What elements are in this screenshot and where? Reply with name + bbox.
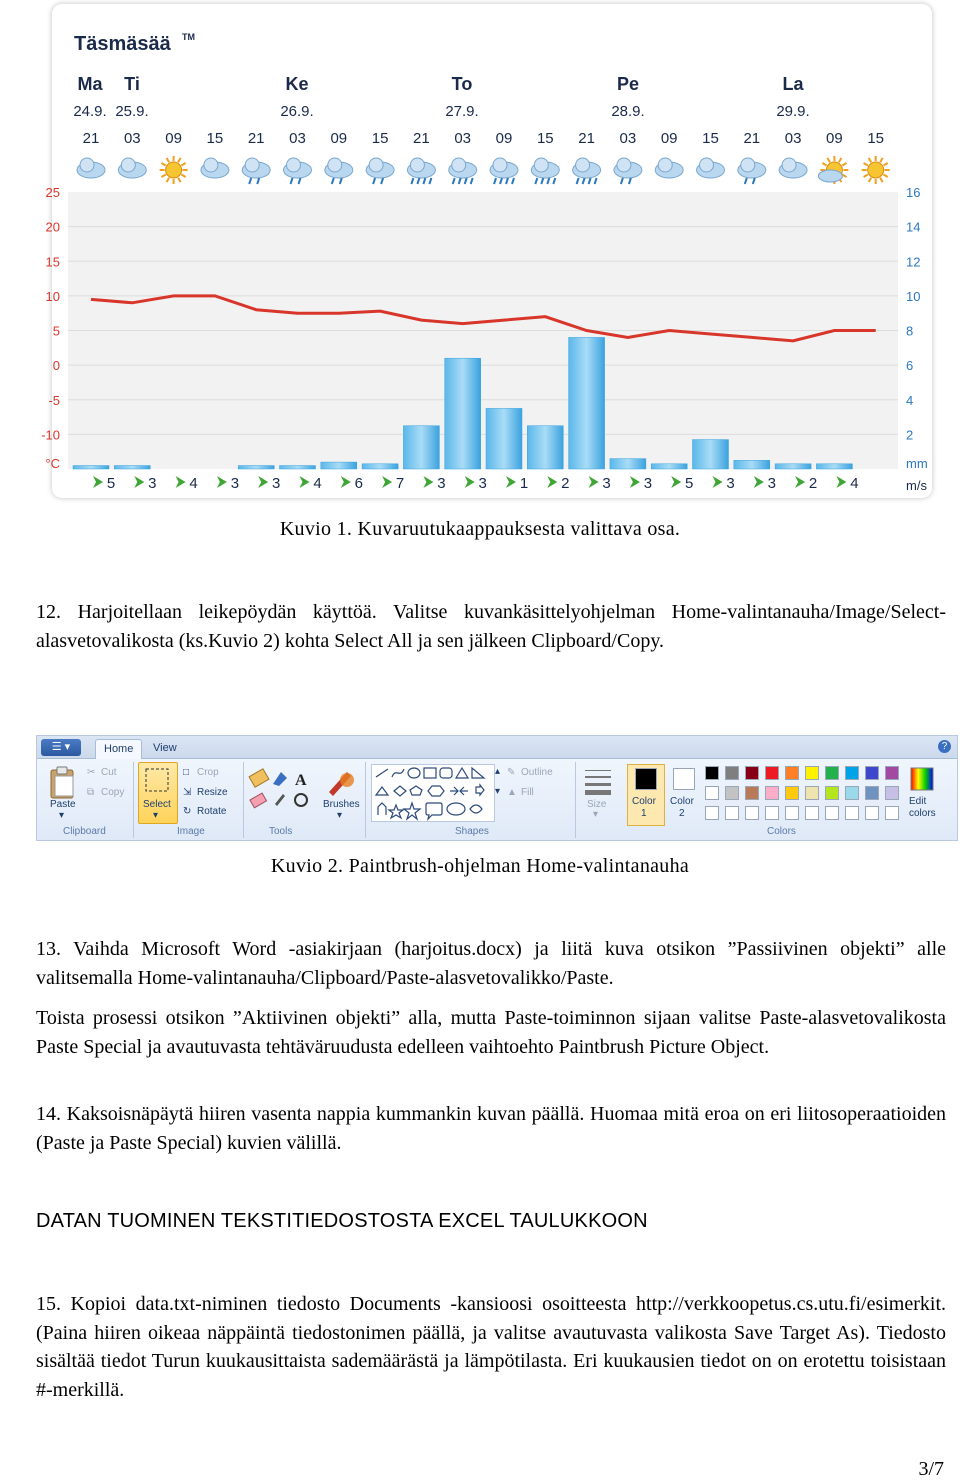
rain-icon [325, 158, 353, 184]
palette-custom-swatch[interactable] [745, 806, 759, 820]
tab-view[interactable]: View [153, 742, 177, 754]
sunny-icon [160, 156, 188, 184]
right-axis-tick: 16 [906, 185, 921, 200]
cloudy-icon [697, 158, 725, 178]
hour-label: 03 [289, 130, 306, 147]
heavy-rain-icon [449, 158, 477, 184]
hour-label: 21 [578, 130, 595, 147]
day-name: La [782, 74, 804, 94]
wind-arrow-icon [258, 476, 268, 488]
wind-arrow-icon [423, 476, 433, 488]
group-label-clipboard: Clipboard [63, 826, 106, 837]
partly-sunny-icon [818, 156, 848, 184]
wind-speed: 2 [561, 475, 570, 492]
precipitation-bar [403, 426, 439, 469]
palette-color-swatch[interactable] [825, 786, 839, 800]
precipitation-bar [527, 426, 563, 469]
hour-label: 21 [82, 130, 100, 147]
exercise-14: 14. Kaksoisnäpäytä hiiren vasenta nappia kummankin kuvan päällä. Huomaa mitä eroa on eri liitosoperaatioiden (Paste ja Paste Special) kuvien välillä. [36, 1103, 946, 1154]
group-label-tools: Tools [269, 826, 293, 837]
day-name: Ke [285, 74, 309, 94]
weather-widget [41, 4, 932, 498]
precipitation-bar [651, 464, 687, 469]
right-axis-unit: mm [906, 456, 928, 471]
heavy-rain-icon [573, 158, 601, 184]
wind-speed: 3 [148, 475, 157, 492]
hour-label: 15 [867, 130, 885, 147]
day-date: 28.9. [611, 103, 645, 120]
wind-arrow-icon [134, 476, 144, 488]
fill-button[interactable]: Fill [521, 787, 534, 798]
left-axis-tick: 10 [45, 288, 60, 304]
help-icon[interactable]: ? [938, 740, 951, 753]
cloudy-icon [118, 158, 146, 178]
hour-label: 03 [454, 130, 472, 147]
wind-speed: 7 [395, 475, 405, 492]
hour-label: 15 [536, 130, 554, 147]
cloudy-icon [201, 158, 229, 178]
wind-arrow-icon [547, 476, 557, 488]
exercise-15: 15. Kopioi data.txt-niminen tiedosto Documents -kansioosi osoitteesta http://verkkoopetus.cs.utu.fi/esimerkit. (Paina hiiren oikeaa näppäintä tiedostonimen päällä, ja valitse avautuvasta valikosta Save Target As). Tiedosto sisältää tiedot Turun kuukausittaista sademäärästä ja lämpötilasta. Eri kuukausien tiedot on on erotettu toisistaan #-merkillä. [36, 1293, 946, 1401]
palette-color-swatch[interactable] [725, 786, 739, 800]
palette-color-swatch[interactable] [745, 786, 759, 800]
hour-label: 09 [330, 130, 348, 147]
hour-label: 03 [619, 130, 637, 147]
right-axis-tick: 6 [906, 358, 914, 374]
palette-color-swatch[interactable] [865, 766, 879, 780]
wind-arrow-icon [176, 476, 186, 488]
hour-label: 09 [495, 130, 513, 147]
copy-button[interactable]: Copy [101, 787, 125, 798]
cut-button[interactable]: Cut [101, 767, 117, 778]
paste-button[interactable]: Paste [50, 799, 76, 810]
day-date: 27.9. [445, 103, 479, 120]
wind-arrow-icon [589, 476, 599, 488]
color2-swatch[interactable] [673, 768, 695, 790]
color1-number: 1 [641, 808, 647, 819]
section-heading: DATAN TUOMINEN TEKSTITIEDOSTOSTA EXCEL TAULUKKOON [36, 1210, 648, 1232]
paste-icon[interactable] [49, 766, 77, 800]
edit-colors-icon[interactable] [909, 766, 935, 792]
day-date: 29.9. [776, 103, 810, 120]
resize-button[interactable]: Resize [197, 787, 228, 798]
exercise-12: 12. Harjoitellaan leikepöydän käyttöä. Valitse kuvankäsittelyohjelman Home-valintanauha/Image/Select-alasvetovalikosta (ks.Kuvio 2) kohta Select All ja sen jälkeen Clipboard/Copy. [36, 601, 946, 652]
wind-arrow-icon [836, 476, 846, 488]
rain-icon [284, 158, 312, 184]
palette-color-swatch[interactable] [805, 786, 819, 800]
cloudy-icon [655, 158, 683, 178]
palette-color-swatch[interactable] [725, 766, 739, 780]
right-axis-tick: 10 [906, 288, 921, 304]
sunny-icon [862, 156, 890, 184]
palette-custom-swatch[interactable] [805, 806, 819, 820]
color1-label: Color [632, 796, 656, 807]
precipitation-bar [816, 464, 852, 469]
wind-arrow-icon [382, 476, 392, 488]
select-dropdown-icon[interactable]: ▾ [153, 810, 159, 821]
color2-number: 2 [679, 808, 685, 819]
palette-color-swatch[interactable] [885, 766, 899, 780]
left-axis-tick: 0 [52, 358, 60, 374]
palette-custom-swatch[interactable] [825, 806, 839, 820]
palette-custom-swatch[interactable] [845, 806, 859, 820]
brushes-dropdown-icon[interactable]: ▾ [337, 810, 343, 821]
precipitation-bar [610, 459, 646, 469]
precipitation-bar [73, 466, 109, 469]
heavy-rain-icon [407, 158, 435, 184]
palette-custom-swatch[interactable] [865, 806, 879, 820]
exercise-13-continued: Toista prosessi otsikon ”Aktiivinen objekti” alla, mutta Paste-toiminnon sijaan valitse Paste-alasvetovalikosta Paste Special ja avautuvasta tehtäväruudusta edelleen vaihtoehto Paintbrush Picture Object. [36, 1007, 946, 1058]
right-axis-tick: 14 [906, 219, 921, 235]
precipitation-bar [486, 408, 522, 469]
wind-speed: 5 [685, 475, 694, 492]
brushes-button[interactable]: Brushes [323, 799, 360, 810]
left-axis-tick: -10 [41, 427, 60, 443]
crop-button[interactable]: Crop [197, 767, 219, 778]
palette-custom-swatch[interactable] [765, 806, 779, 820]
day-name: To [451, 74, 473, 94]
size-icon[interactable] [583, 768, 613, 796]
copy-icon: ⧉ [87, 787, 95, 798]
shapes-scroll-down-icon[interactable]: ▾ [495, 786, 501, 797]
palette-color-swatch[interactable] [845, 786, 859, 800]
precipitation-bar [775, 464, 811, 469]
select-icon [143, 766, 171, 794]
ribbon-tab-bar [37, 736, 957, 759]
palette-color-swatch[interactable] [785, 786, 799, 800]
color1-swatch [635, 768, 657, 790]
rotate-button[interactable]: Rotate [197, 806, 227, 817]
heavy-rain-icon [531, 158, 559, 184]
wind-arrow-icon [465, 476, 475, 488]
right-axis-tick: 4 [906, 392, 914, 408]
precipitation-bar [693, 440, 729, 469]
wind-arrow-icon [300, 476, 310, 488]
precipitation-bar [321, 462, 357, 469]
app-menu-button[interactable]: ☰ ▾ [41, 739, 81, 756]
figure-caption-2: Kuvio 2. Paintbrush-ohjelman Home-valintanauha [270, 855, 690, 877]
brand-logo: Täsmäsää [74, 33, 171, 55]
wind-arrow-icon [630, 476, 640, 488]
wind-speed: 4 [189, 475, 198, 492]
group-label-image: Image [177, 826, 205, 837]
palette-color-swatch[interactable] [825, 766, 839, 780]
ribbon-separator [365, 762, 366, 838]
day-name: Ma [77, 74, 103, 94]
right-axis-tick: 8 [906, 323, 914, 339]
palette-color-swatch[interactable] [765, 766, 779, 780]
figure-caption-1: Kuvio 1. Kuvaruutukaappauksesta valittava osa. [279, 518, 681, 540]
size-dropdown-icon[interactable]: ▾ [593, 809, 599, 820]
wind-arrow-icon [671, 476, 681, 488]
wind-unit: m/s [906, 478, 927, 493]
hour-label: 09 [826, 130, 843, 147]
wind-arrow-icon [795, 476, 805, 488]
wind-speed: 2 [808, 475, 818, 492]
ribbon-separator [133, 762, 134, 838]
wind-arrow-icon [754, 476, 764, 488]
left-axis-tick: 15 [45, 254, 60, 270]
palette-color-swatch[interactable] [885, 786, 899, 800]
wind-speed: 4 [313, 475, 322, 492]
crop-icon: □ [183, 767, 190, 778]
resize-icon: ⇲ [183, 787, 192, 798]
rain-icon [242, 158, 270, 184]
select-button[interactable]: Select [143, 799, 171, 810]
heavy-rain-icon [490, 158, 518, 184]
edit-colors-button[interactable]: Edit colors [909, 796, 936, 819]
hour-label: 03 [123, 130, 141, 147]
precipitation-bar [280, 466, 316, 469]
precipitation-bar [238, 466, 274, 469]
fill-icon: ▲ [507, 787, 517, 798]
wind-speed: 3 [230, 475, 240, 492]
palette-custom-swatch[interactable] [725, 806, 739, 820]
wind-speed: 1 [519, 475, 529, 492]
wind-arrow-icon [713, 476, 723, 488]
rotate-icon: ↻ [183, 806, 192, 817]
group-label-colors: Colors [767, 826, 796, 837]
hour-label: 21 [247, 130, 265, 147]
wind-speed: 3 [478, 475, 487, 492]
hour-label: 09 [165, 130, 182, 147]
weather-chart [41, 4, 932, 498]
wind-speed: 3 [643, 475, 653, 492]
brushes-icon[interactable] [325, 766, 355, 798]
left-axis-tick: 5 [52, 323, 60, 339]
shapes-gallery[interactable] [371, 764, 495, 822]
palette-custom-swatch[interactable] [785, 806, 799, 820]
rain-icon [366, 158, 394, 184]
hour-label: 21 [413, 130, 430, 147]
precipitation-bar [734, 460, 770, 469]
wind-speed: 5 [106, 475, 116, 492]
exercise-13: 13. Vaihda Microsoft Word -asiakirjaan (harjoitus.docx) ja liitä kuva otsikon ”Passiivinen objekti” alle valitsemalla Home-valintanauha/Clipboard/Paste-alasvetovalikko/Paste. [36, 938, 946, 989]
wind-arrow-icon [93, 476, 103, 488]
wind-arrow-icon [341, 476, 351, 488]
palette-color-swatch[interactable] [845, 766, 859, 780]
tab-home[interactable]: Home [95, 739, 142, 759]
precipitation-bar [114, 466, 150, 469]
wind-speed: 3 [726, 475, 735, 492]
wind-speed: 3 [602, 475, 611, 492]
hour-label: 15 [206, 130, 224, 147]
left-axis-tick: 20 [45, 219, 60, 235]
cloudy-icon [77, 158, 105, 178]
palette-color-swatch[interactable] [745, 766, 759, 780]
right-axis-tick: 12 [906, 254, 921, 270]
precipitation-bar [445, 358, 481, 469]
day-date: 26.9. [280, 103, 314, 120]
size-button[interactable]: Size [587, 799, 607, 810]
paint-ribbon [36, 735, 958, 841]
wind-arrow-icon [217, 476, 227, 488]
left-axis-tick: -5 [48, 392, 60, 408]
wind-speed: 3 [272, 475, 281, 492]
wind-speed: 6 [354, 475, 363, 492]
brand-tm: TM [182, 32, 195, 42]
precipitation-bar [569, 337, 605, 469]
palette-color-swatch[interactable] [705, 766, 719, 780]
group-label-shapes: Shapes [455, 826, 489, 837]
precipitation-bar [362, 464, 398, 469]
ribbon-separator [243, 762, 244, 838]
color2-label: Color [670, 796, 694, 807]
wind-speed: 3 [767, 475, 776, 492]
palette-color-swatch[interactable] [765, 786, 779, 800]
outline-button[interactable]: Outline [521, 767, 553, 778]
rain-icon [738, 158, 766, 184]
day-date: 25.9. [115, 103, 149, 120]
hour-label: 03 [784, 130, 802, 147]
day-name: Pe [616, 74, 640, 94]
ribbon-separator [575, 762, 576, 838]
palette-custom-swatch[interactable] [885, 806, 899, 820]
right-axis-tick: 2 [906, 427, 914, 443]
svg-text:A: A [295, 772, 307, 789]
rain-icon [614, 158, 642, 184]
day-date: 24.9. [73, 103, 107, 120]
palette-custom-swatch[interactable] [705, 806, 719, 820]
palette-color-swatch[interactable] [865, 786, 879, 800]
cut-icon: ✂ [87, 767, 96, 778]
hour-label: 15 [702, 130, 719, 147]
tools-icons[interactable] [249, 768, 315, 812]
palette-color-swatch[interactable] [705, 786, 719, 800]
wind-arrow-icon [506, 476, 516, 488]
hour-label: 09 [660, 130, 678, 147]
hour-label: 21 [743, 130, 761, 147]
palette-color-swatch[interactable] [805, 766, 819, 780]
shapes-icons [372, 765, 494, 821]
left-axis-unit: °C [45, 456, 60, 471]
shapes-scroll-up-icon[interactable]: ▴ [495, 766, 501, 777]
paste-dropdown-icon[interactable]: ▾ [59, 810, 65, 821]
page-number: 3/7 [918, 1458, 944, 1480]
day-name: Ti [124, 74, 140, 94]
outline-icon: ✎ [507, 767, 516, 778]
wind-speed: 3 [437, 475, 446, 492]
hour-label: 15 [371, 130, 389, 147]
cloudy-icon [779, 158, 807, 178]
wind-speed: 4 [850, 475, 859, 492]
left-axis-tick: 25 [45, 185, 60, 200]
palette-color-swatch[interactable] [785, 766, 799, 780]
